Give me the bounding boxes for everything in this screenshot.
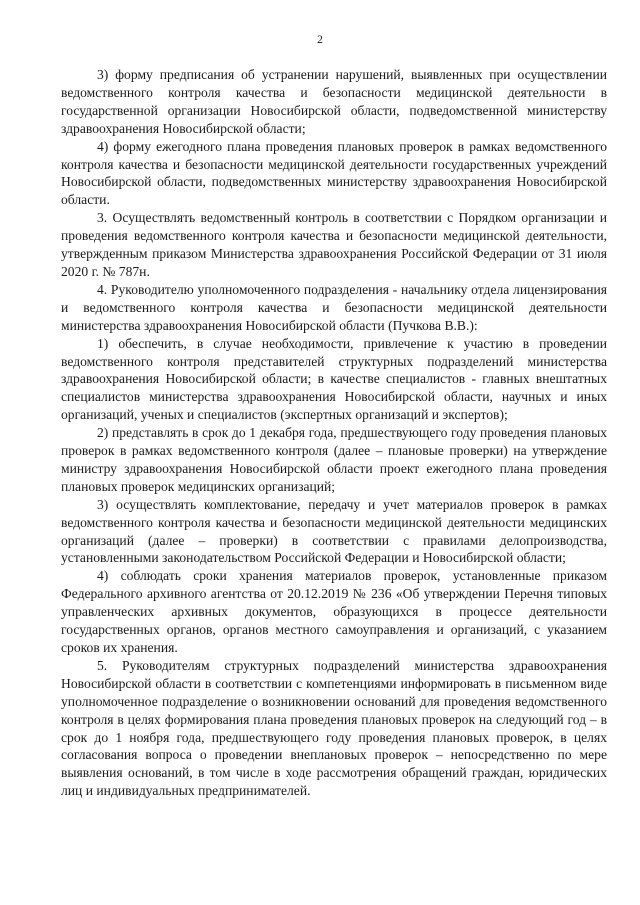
page-number: 2 bbox=[317, 34, 323, 46]
paragraph-subitem-2-plan-submission: 2) представлять в срок до 1 декабря года, предшествующего году проведения плановых проверок в рамках ведомственного контроля (далее – плановые проверки) на утверждение министру здравоохранения Новосибирской области проект ежегодного плана проведения плановых проверок медицинских организаций; bbox=[61, 425, 607, 494]
paragraph-subitem-1-involvement: 1) обеспечить, в случае необходимости, привлечение к участию в проведении ведомственного контроля представителей структурных подразделений министерства здравоохранения Новосибирской области; в качестве специалистов - главных внештатных специалистов министерства здравоохранения Новосибирской области, научных и иных организаций, ученых и специалистов (экспертных организаций и экспертов); bbox=[61, 335, 607, 423]
paragraph-item-4-annual-plan-form: 4) форму ежегодного плана проведения плановых проверок в рамках ведомственного контроля качества и безопасности медицинской деятельности государственных учреждений Новосибирской области, подведомственных министерству здравоохранения Новосибирской области. bbox=[61, 138, 607, 208]
paragraph-subitem-4-storage-terms: 4) соблюдать сроки хранения материалов проверок, установленные приказом Федерального архивного агентства от 20.12.2019 № 236 «Об утверждении Перечня типовых управленческих архивных документов, образующихся в процессе деятельности государственных органов, органов местного самоуправления и организаций, с указанием сроков их хранения. bbox=[61, 568, 607, 655]
paragraph-item-3-prescription-form: 3) форму предписания об устранении нарушений, выявленных при осуществлении ведомственного контроля качества и безопасности медицинской деятельности в государственной организации Новосибирской области, подведомственной министерству здравоохранения Новосибирской области; bbox=[61, 67, 607, 136]
document-body bbox=[61, 66, 607, 800]
paragraph-clause-3-control-procedure: 3. Осуществлять ведомственный контроль в соответствии с Порядком организации и проведения ведомственного контроля качества и безопасности медицинской деятельности, утвержденным приказом Министерства здравоохранения Российской Федерации от 31 июля 2020 г. № 787н. bbox=[61, 210, 607, 279]
paragraph-clause-5-structural-units: 5. Руководителям структурных подразделений министерства здравоохранения Новосибирской области в соответствии с компетенциями информировать в письменном виде уполномоченное подразделение о возникновении оснований для проведения ведомственного контроля в целях формирования плана проведения плановых проверок на следующий год – в срок до 1 ноября года, предшествующего году проведения плановых проверок, в целях согласования вопроса о проведении внеплановых проверок – непосредственно по мере выявления оснований, в том числе в ходе рассмотрения обращений граждан, юридических лиц и индивидуальных предпринимателей. bbox=[61, 657, 607, 799]
paragraph-clause-4-head-of-department: 4. Руководителю уполномоченного подразделения - начальнику отдела лицензирования и ведомственного контроля качества и безопасности медицинской деятельности министерства здравоохранения Новосибирской области (Пучкова В.В.): bbox=[61, 281, 607, 333]
paragraph-subitem-3-records-handling: 3) осуществлять комплектование, передачу и учет материалов проверок в рамках ведомственного контроля качества и безопасности медицинской деятельности медицинских организаций (далее – проверки) в соответствии с правилами делопроизводства, установленными законодательством Российской Федерации и Новосибирской области; bbox=[61, 496, 607, 566]
